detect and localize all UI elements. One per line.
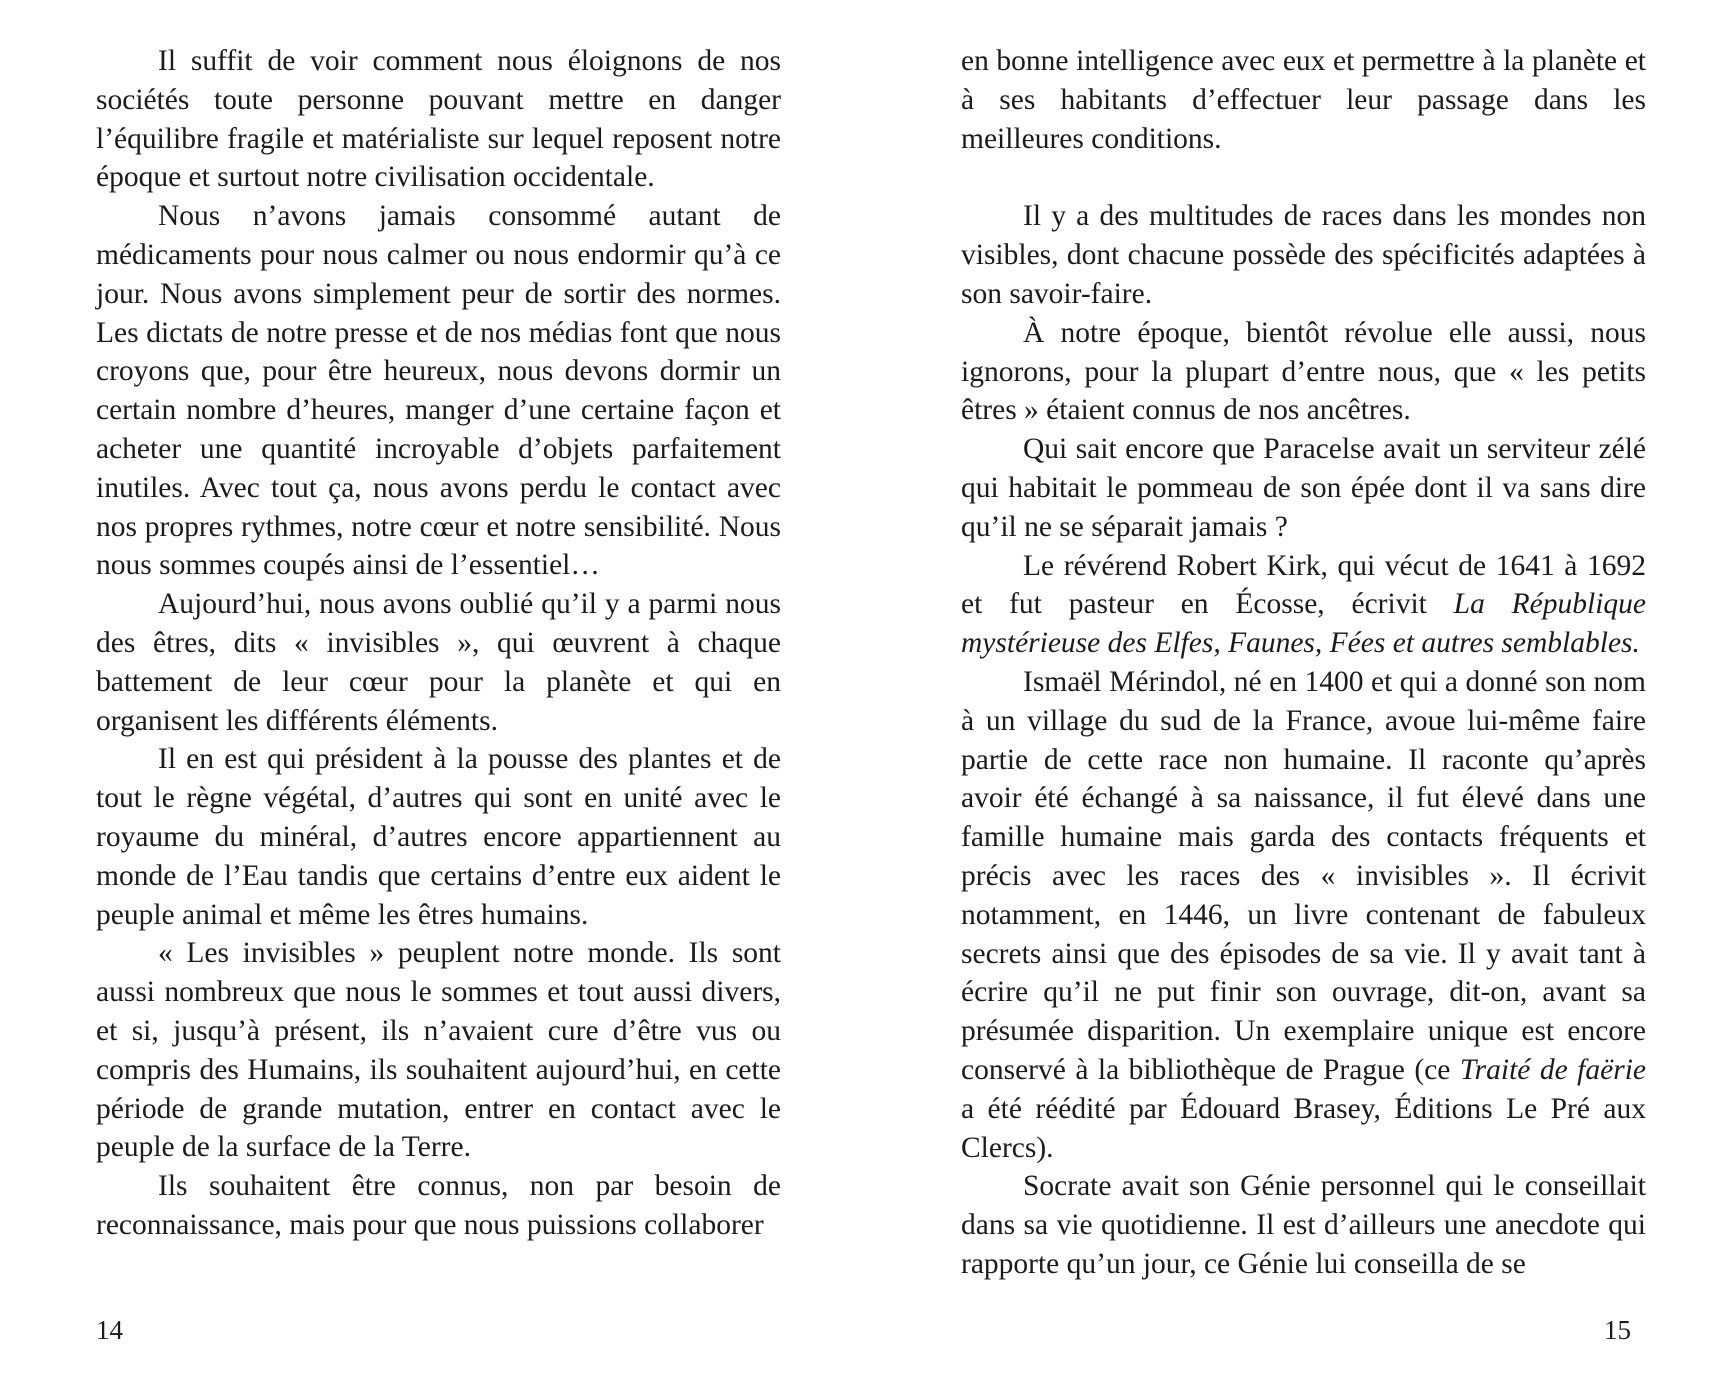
paragraph-text: a été réédité par Édouard Brasey, Éditions Le Pré aux Clercs).: [961, 1092, 1646, 1164]
paragraph-continuation: en bonne intelligence avec eux et permettre à la planète et à ses habitants d’effectuer leur passage dans les meilleures conditions.: [961, 45, 1646, 155]
paragraph: [961, 547, 1646, 663]
page-number: 15: [1604, 1315, 1631, 1345]
paragraph: Il en est qui président à la pousse des plantes et de tout le règne végétal, d’autres qui sont en unité avec le royaume du minéral, d’autres encore appartiennent au monde de l’Eau tandis que certains d’entre eux aident le peuple animal et même les êtres humains.: [96, 743, 781, 931]
paragraph: Nous n’avons jamais consommé autant de médicaments pour nous calmer ou nous endormir qu’à ce jour. Nous avons simplement peur de sortir des normes. Les dictats de notre presse et de nos médias font que nous croyons que, pour être heureux, nous devons dormir un certain nombre d’heures, manger d’une certaine façon et acheter une quantité incroyable d’objets parfaitement inutiles. Avec tout ça, nous avons perdu le contact avec nos propres rythmes, notre cœur et notre sensibilité. Nous nous sommes coupés ainsi de l’essentiel…: [96, 200, 781, 582]
paragraph: Socrate avait son Génie personnel qui le conseillait dans sa vie quotidienne. Il est d’ailleurs une anecdote qui rapporte qu’un jour, ce Génie lui conseilla de se: [961, 1170, 1646, 1280]
paragraph: Aujourd’hui, nous avons oublié qu’il y a parmi nous des êtres, dits « invisibles », qui œuvrent à chaque battement de leur cœur pour la planète et qui en organisent les différents éléments.: [96, 588, 781, 737]
paragraph: « Les invisibles » peuplent notre monde. Ils sont aussi nombreux que nous le sommes et tout aussi divers, et si, jusqu’à présent, ils n’avaient cure d’être vus ou compris des Humains, ils souhaitent aujourd’hui, en cette période de grande mutation, entrer en contact avec le peuple de la surface de la Terre.: [96, 937, 781, 1164]
right-page: [961, 42, 1646, 1284]
paragraph: Il suffit de voir comment nous éloignons de nos sociétés toute personne pouvant mettre en danger l’équilibre fragile et matérialiste sur lequel reposent notre époque et surtout notre civilisation occidentale.: [96, 45, 781, 194]
paragraph: Qui sait encore que Paracelse avait un serviteur zélé qui habitait le pommeau de son épée dont il va sans dire qu’il ne se séparait jamais ?: [961, 433, 1646, 543]
page-number: 14: [96, 1315, 123, 1345]
left-page: [96, 42, 781, 1245]
paragraph-text: Le révérend Robert Kirk, qui vécut de 1641 à 1692 et fut pasteur en Écosse, écrivit: [961, 549, 1646, 621]
book-title: Traité de faërie: [1459, 1053, 1646, 1086]
paragraph: Ils souhaitent être connus, non par besoin de reconnaissance, mais pour que nous puissions collaborer: [96, 1170, 781, 1241]
paragraph: À notre époque, bientôt révolue elle aussi, nous ignorons, pour la plupart d’entre nous, que « les petits êtres » étaient connus de nos ancêtres.: [961, 316, 1646, 427]
paragraph: Il y a des multitudes de races dans les mondes non visibles, dont chacune possède des spécificités adaptées à son savoir-faire.: [961, 200, 1646, 310]
paragraph-text: Ismaël Mérindol, né en 1400 et qui a donné son nom à un village du sud de la France, avoue lui-même faire partie de cette race non humaine. Il raconte qu’après avoir été échangé à sa naissance, il fut élevé dans une famille humaine mais garda des contacts fréquents et précis avec les races des « invisibles ». Il écrivit notamment, en 1446, un livre contenant de fabuleux secrets ainsi que des épisodes de sa vie. Il y avait tant à écrire qu’il ne put finir son ouvrage, dit-on, avant sa présumée disparition. Un exemplaire unique est encore conservé à la bibliothèque de Prague (ce: [961, 665, 1646, 1086]
book-title: La République mystérieuse des Elfes, Faunes, Fées et autres semblables.: [961, 588, 1646, 660]
paragraph: [961, 663, 1646, 1167]
